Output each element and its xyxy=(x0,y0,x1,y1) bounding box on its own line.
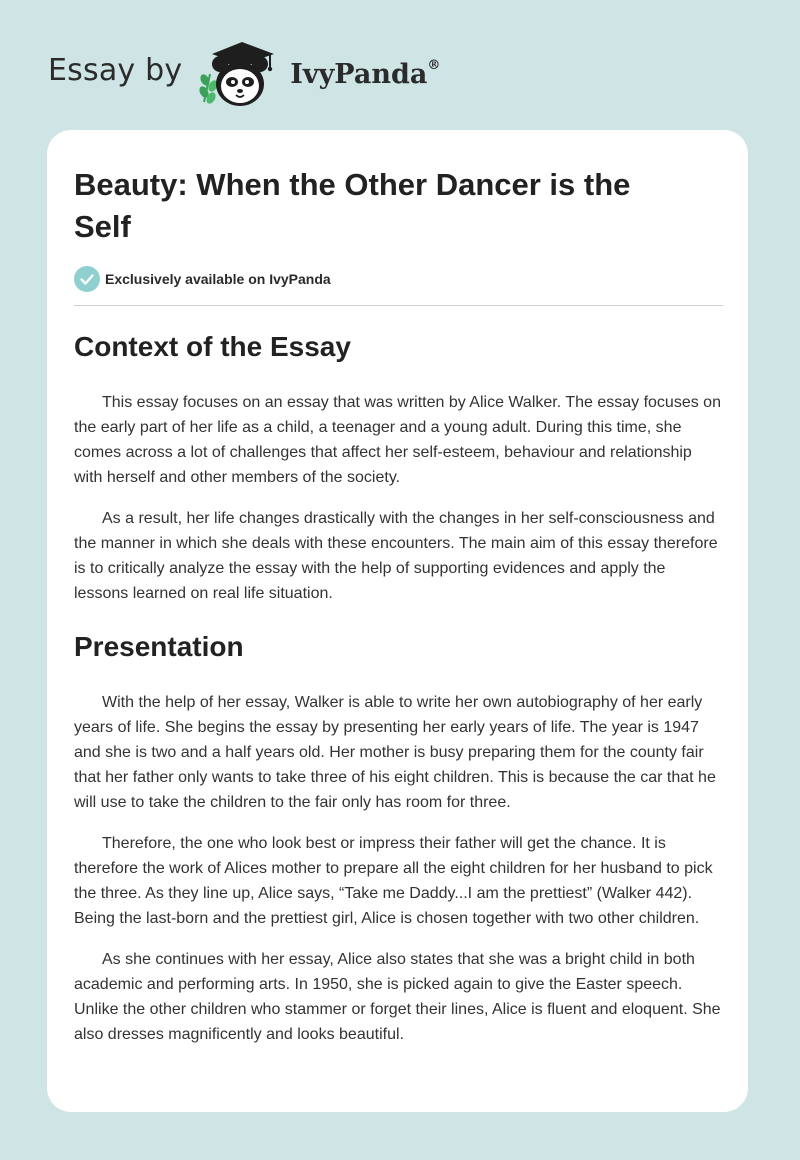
panda-graduate-logo-icon[interactable] xyxy=(196,34,288,110)
divider xyxy=(74,305,723,306)
paragraph: This essay focuses on an essay that was written by Alice Walker. The essay focuses on the early part of her life as a child, a teenager and a young adult. During this time, she comes across a lot of challenges that affect her self-esteem, behaviour and relationship with herself and other members of the society. xyxy=(74,394,721,486)
check-icon xyxy=(74,266,100,292)
paragraph: As she continues with her essay, Alice also states that she was a bright child in both academic and performing arts. In 1950, she is picked again to give the Easter speech. Unlike the other children who stammer or forget their lines, Alice is fluent and eloquent. She also dresses magnificently and looks beautiful. xyxy=(74,951,721,1043)
section-context xyxy=(74,330,721,606)
section-heading: Presentation xyxy=(74,631,244,662)
paragraph: Therefore, the one who look best or impress their father will get the chance. It is therefore the work of Alices mother to prepare all the eight children for her husband to pick the three. As they line up, Alice says, “Take me Daddy...I am the prettiest” (Walker 442). Being the last-born and the prettiest girl, Alice is chosen together with two other children. xyxy=(74,835,713,927)
exclusive-badge xyxy=(74,266,721,292)
brand-name[interactable] xyxy=(290,59,440,90)
section-presentation xyxy=(74,630,721,1047)
section-heading: Context of the Essay xyxy=(74,331,351,362)
registered-mark: ® xyxy=(427,57,441,73)
essay-card xyxy=(47,130,748,1112)
essay-title: Beauty: When the Other Dancer is the Self xyxy=(74,167,631,244)
brand-prefix: Essay by xyxy=(48,52,183,88)
site-header xyxy=(48,34,440,110)
paragraph: With the help of her essay, Walker is able to write her own autobiography of her early years of life. She begins the essay by presenting her early years of life. The year is 1947 and she is two and a half years old. Her mother is busy preparing them for the county fair that her father only wants to take three of his eight children. This is because the car that he will use to take the children to the fair only has room for three. xyxy=(74,694,716,811)
exclusive-badge-text: Exclusively available on IvyPanda xyxy=(105,271,331,287)
brand-name-text: IvyPanda xyxy=(290,58,428,90)
paragraph: As a result, her life changes drastically with the changes in her self-consciousness and the manner in which she deals with these encounters. The main aim of this essay therefore is to critically analyze the essay with the help of supporting evidences and apply the lessons learned on real life situation. xyxy=(74,510,718,602)
